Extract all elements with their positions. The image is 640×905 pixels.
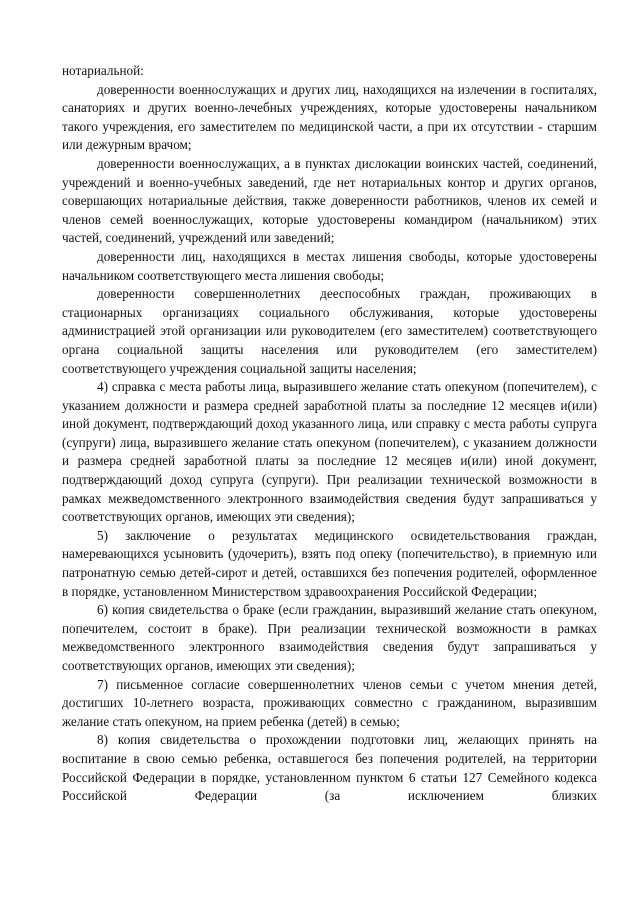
paragraph-item-6-marriage-certificate: 6) копия свидетельства о браке (если гражданин, выразивший желание стать опекуном, попечителем, состоит в браке). При реализации технической возможности в рамках межведомственного электронного взаимодействия сведения будут запрашиваться у соответствующих органов, имеющих эти сведения); — [62, 602, 597, 673]
paragraph-military-unit-powers: доверенности военнослужащих, а в пунктах дислокации воинских частей, соединений, учреждений и военно-учебных заведений, где нет нотариальных контор и других органов, совершающих нотариальные действия, также доверенности работников, членов их семей и членов семей военнослужащих, которые удостоверены командиром (начальником) этих частей, соединений, учреждений или заведений; — [62, 155, 597, 246]
paragraph-item-4-income-certificate: 4) справка с места работы лица, выразившего желание стать опекуном (попечителем), с указанием должности и размера средней заработной платы за последние 12 месяцев и(или) иной документ, подтверждающий доход указанного лица, или справку с места работы супруга (супруги) лица, выразившего желание стать опекуном (попечителем), с указанием должности и размера средней заработной платы за последние 12 месяцев и(или) иной документ, подтверждающий доход супруга (супруги). При реализации технической возможности в рамках межведомственного электронного взаимодействия сведения будут запрашиваться у соответствующих органов, имеющих эти сведения); — [62, 379, 597, 525]
paragraph-item-8-training-certificate: 8) копия свидетельства о прохождении подготовки лиц, желающих принять на воспитание в свою семью ребенка, оставшегося без попечения родителей, на территории Российской Федерации в порядке, установленном пунктом 6 статьи 127 Семейного кодекса Российской Федерации (за исключением близких — [62, 732, 597, 804]
document-page — [62, 62, 597, 806]
paragraph-item-7-family-consent: 7) письменное согласие совершеннолетних членов семьи с учетом мнения детей, достигших 10-летнего возраста, проживающих совместно с гражданином, выразившим желание стать опекуном, на прием ребенка (детей) в семью; — [62, 676, 597, 729]
paragraph-continuation: нотариальной: — [62, 63, 144, 78]
paragraph-military-hospital-powers: доверенности военнослужащих и других лиц, находящихся на излечении в госпиталях, санаториях и других военно-лечебных учреждениях, которые удостоверены начальником такого учреждения, его заместителем по медицинской части, а при их отсутствии - старшим или дежурным врачом; — [62, 81, 597, 153]
paragraph-item-5-medical-report: 5) заключение о результатах медицинского освидетельствования граждан, намеревающихся усыновить (удочерить), взять под опеку (попечительство), в приемную или патронатную семью детей-сирот и детей, оставшихся без попечения родителей, оформленное в порядке, установленном Министерством здравоохранения Российской Федерации; — [62, 527, 597, 599]
paragraph-prison-powers: доверенности лиц, находящихся в местах лишения свободы, которые удостоверены начальником соответствующего места лишения свободы; — [62, 248, 597, 283]
paragraph-social-service-powers: доверенности совершеннолетних дееспособных граждан, проживающих в стационарных организациях социального обслуживания, которые удостоверены администрацией этой организации или руководителем (его заместителем) соответствующего органа социальной защиты населения или руководителем (его заместителем) соответствующего учреждения социальной защиты населения; — [62, 286, 597, 376]
